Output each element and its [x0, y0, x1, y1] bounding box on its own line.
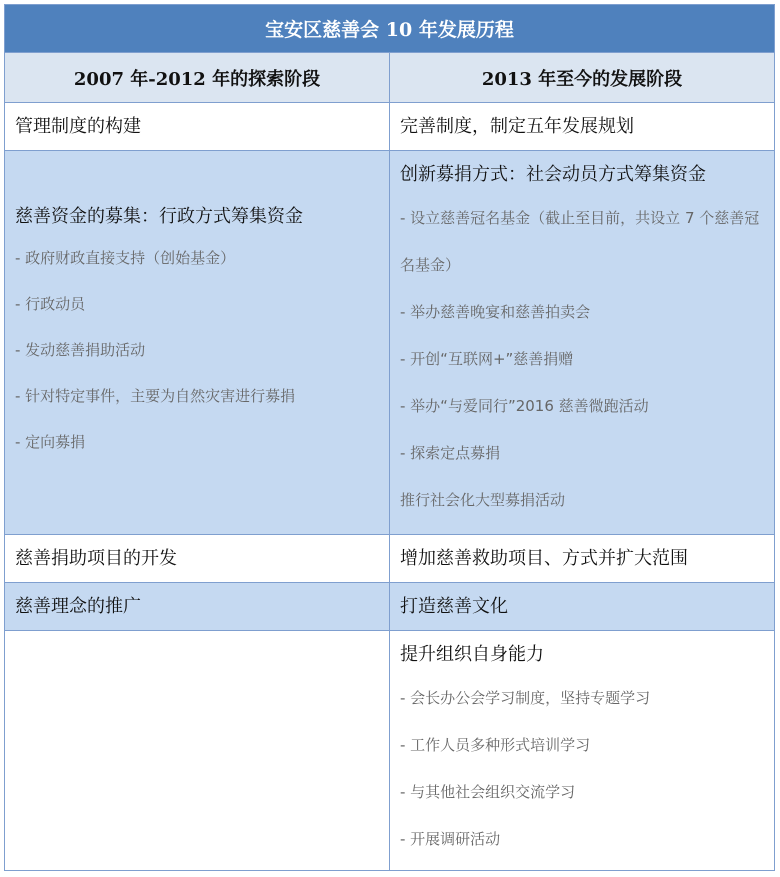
left-cell: [5, 151, 390, 535]
history-table: [4, 4, 775, 871]
table-row: [5, 583, 775, 631]
development-history-table: [4, 4, 775, 871]
column-header-current-stage: 2013 年至今的发展阶段: [390, 53, 775, 103]
left-cell: 慈善捐助项目的开发: [5, 535, 390, 583]
list-item: - 举办慈善晚宴和慈善拍卖会: [400, 303, 591, 321]
right-heading: 创新募捐方式：社会动员方式筹集资金: [400, 164, 706, 185]
list-item: - 开展调研活动: [400, 830, 501, 848]
table-row: [5, 535, 775, 583]
table-row: [5, 151, 775, 535]
left-cell: 管理制度的构建: [5, 103, 390, 151]
right-cell: 完善制度，制定五年发展规划: [390, 103, 775, 151]
list-item: 推行社会化大型募捐活动: [400, 491, 566, 509]
list-item: - 政府财政直接支持（创始基金）: [15, 249, 236, 267]
right-cell: 增加慈善救助项目、方式并扩大范围: [390, 535, 775, 583]
table-title: 宝安区慈善会 10 年发展历程: [5, 5, 775, 53]
list-item: - 定向募捐: [15, 433, 86, 451]
list-item: - 与其他社会组织交流学习: [400, 783, 576, 801]
right-cell: [390, 631, 775, 871]
left-heading: 慈善资金的募集：行政方式筹集资金: [15, 206, 303, 227]
list-item: - 举办“与爱同行”2016 慈善微跑活动: [400, 397, 649, 415]
list-item: - 探索定点募捐: [400, 444, 501, 462]
right-heading: 提升组织自身能力: [400, 644, 544, 665]
list-item: - 开创“互联网+”慈善捐赠: [400, 350, 574, 368]
list-item: - 设立慈善冠名基金（截止至目前，共设立 7 个慈善冠名基金）: [400, 209, 760, 274]
right-cell: [390, 151, 775, 535]
column-header-early-stage: 2007 年-2012 年的探索阶段: [5, 53, 390, 103]
list-item: - 针对特定事件，主要为自然灾害进行募捐: [15, 387, 296, 405]
list-item: - 工作人员多种形式培训学习: [400, 736, 591, 754]
list-item: - 发动慈善捐助活动: [15, 341, 146, 359]
right-cell: 打造慈善文化: [390, 583, 775, 631]
table-row: [5, 631, 775, 871]
table-row: [5, 103, 775, 151]
list-item: - 会长办公会学习制度，坚持专题学习: [400, 689, 651, 707]
left-cell: [5, 631, 390, 871]
list-item: - 行政动员: [15, 295, 86, 313]
left-cell: 慈善理念的推广: [5, 583, 390, 631]
